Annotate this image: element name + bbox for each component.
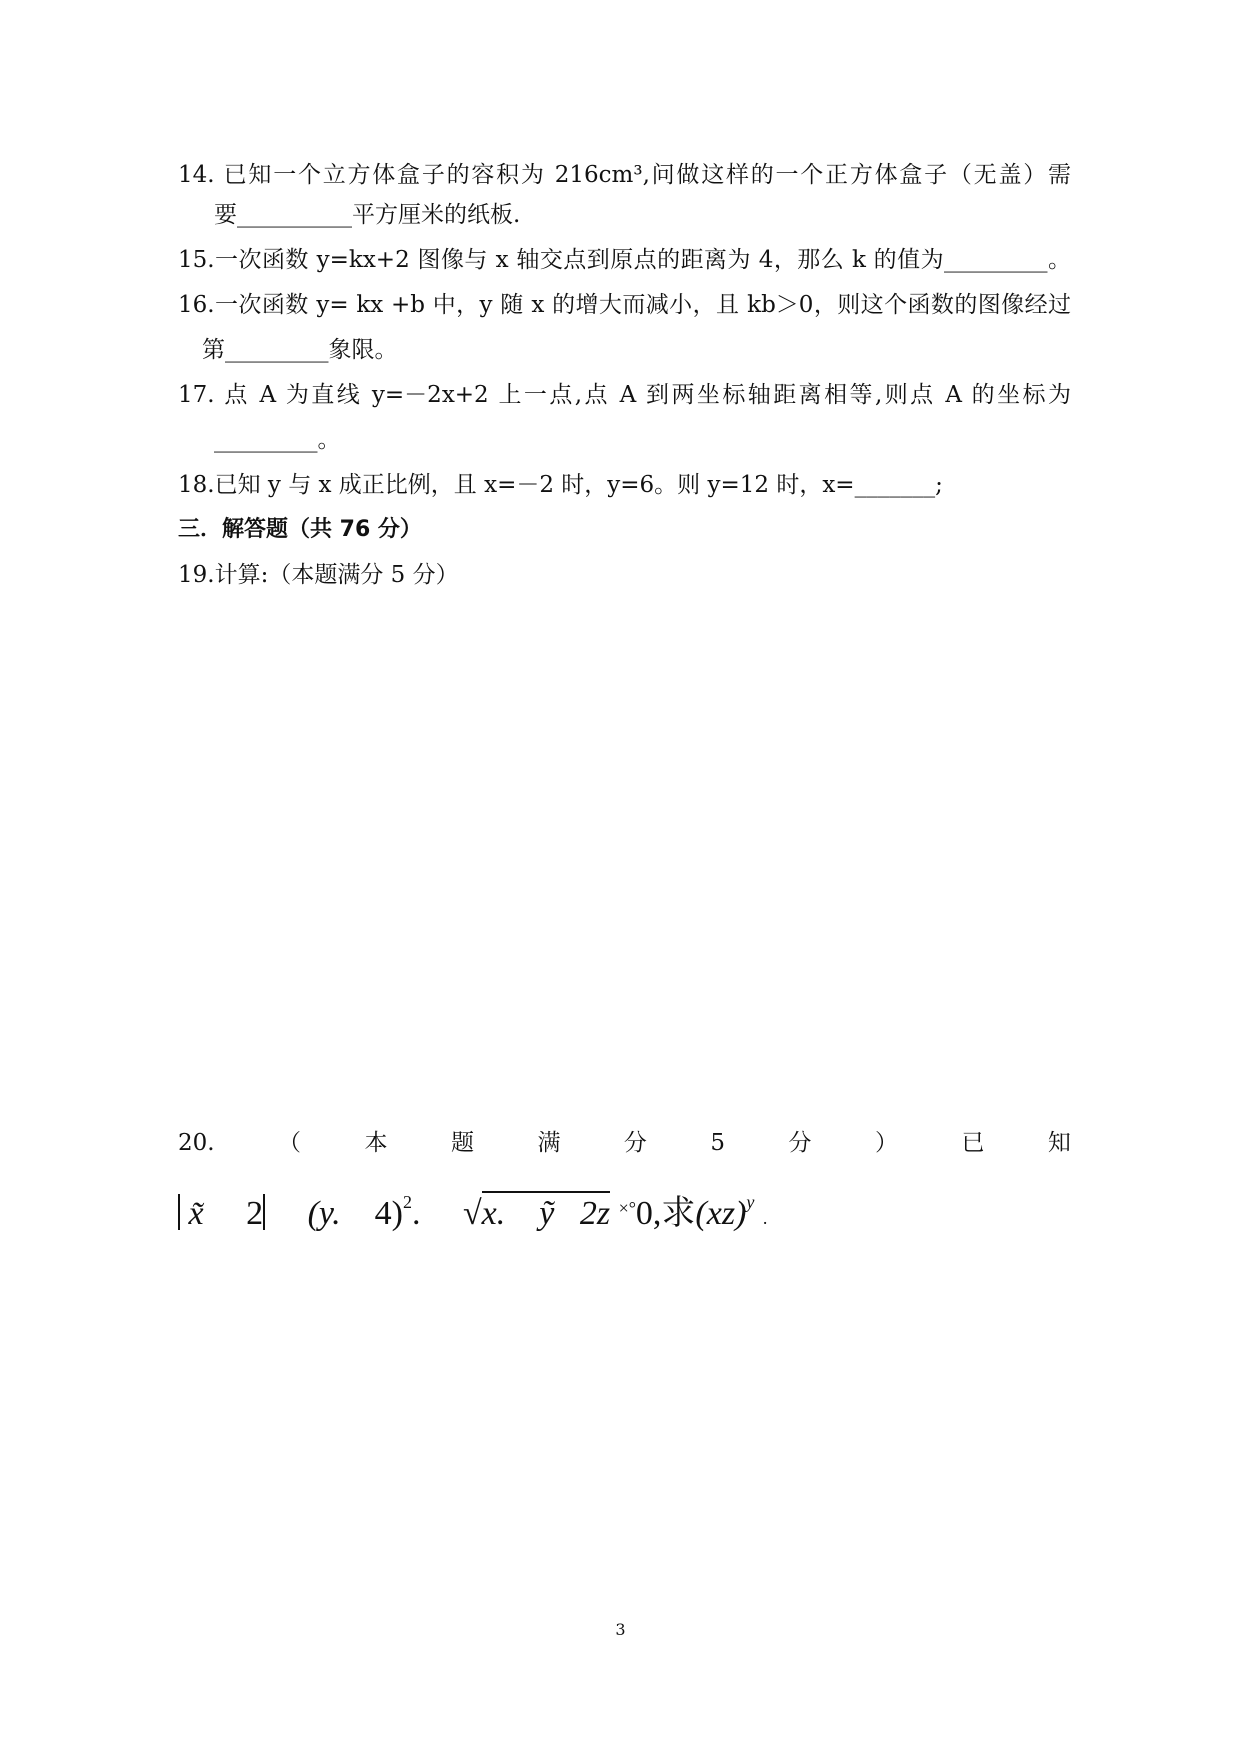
q20-token: ） — [874, 1130, 898, 1156]
abs-bar-right — [263, 1194, 265, 1230]
formula-garbled-symbol: ×° — [618, 1198, 636, 1218]
question-18-line-1: 18.已知 y 与 x 成正比例，且 x=－2 时，y=6。则 y=12 时，x=_______; — [178, 472, 943, 498]
formula-xz: (xz) — [695, 1195, 747, 1232]
question-20-label — [178, 1128, 1071, 1158]
q20-token: 5 — [710, 1130, 726, 1156]
q20-token: 分 — [788, 1130, 812, 1156]
formula-end-dot: . — [762, 1208, 768, 1228]
question-15-line-1: 15.一次函数 y=kx+2 图像与 x 轴交点到原点的距离为 4，那么 k 的值为_________。 — [178, 247, 1071, 273]
question-14-line-1: 14. 已知一个立方体盒子的容积为 216cm³,问做这样的一个正方体盒子（无盖）需 — [178, 162, 1071, 188]
formula-exp-y: y — [746, 1192, 755, 1212]
page-number: 3 — [615, 1620, 626, 1639]
sqrt-body — [482, 1191, 610, 1232]
q20-token: 已 — [961, 1130, 985, 1156]
sqrt-2z: 2z — [579, 1195, 611, 1232]
question-16-line-2: 第_________象限。 — [202, 337, 398, 363]
formula-tail: 0,求 — [635, 1195, 696, 1232]
sqrt-x: x. — [481, 1195, 506, 1232]
formula-two: 2 — [246, 1195, 264, 1232]
formula-square: 2 — [402, 1192, 412, 1212]
q20-token: 题 — [450, 1130, 474, 1156]
formula-four: 4) — [374, 1195, 403, 1232]
q20-token: 知 — [1047, 1130, 1071, 1156]
sqrt-icon: √ — [462, 1195, 482, 1232]
question-20-formula — [178, 1180, 767, 1240]
q20-token: 满 — [537, 1130, 561, 1156]
formula-dot: . — [411, 1195, 421, 1232]
section-3-heading: 三．解答题（共 76 分） — [178, 517, 422, 542]
question-14-line-2: 要__________平方厘米的纸板. — [214, 202, 521, 228]
abs-bar-left — [178, 1194, 180, 1230]
formula-paren-y: (y. — [307, 1195, 341, 1232]
question-16-line-1: 16.一次函数 y= kx +b 中，y 随 x 的增大而减小，且 kb＞0，则这个函数的图像经过 — [178, 292, 1071, 318]
question-17-line-1: 17. 点 A 为直线 y=－2x+2 上一点,点 A 到两坐标轴距离相等,则点 A 的坐标为 — [178, 382, 1071, 408]
question-17-line-2: _________。 — [214, 427, 341, 453]
q20-token: 20. — [178, 1130, 215, 1156]
q20-token: （ — [278, 1130, 302, 1156]
formula-x: x̃ — [188, 1195, 204, 1232]
q20-token: 分 — [623, 1130, 647, 1156]
question-19-label: 19.计算:（本题满分 5 分） — [178, 562, 459, 588]
sqrt-y: ỹ — [539, 1195, 555, 1232]
q20-token: 本 — [364, 1130, 388, 1156]
